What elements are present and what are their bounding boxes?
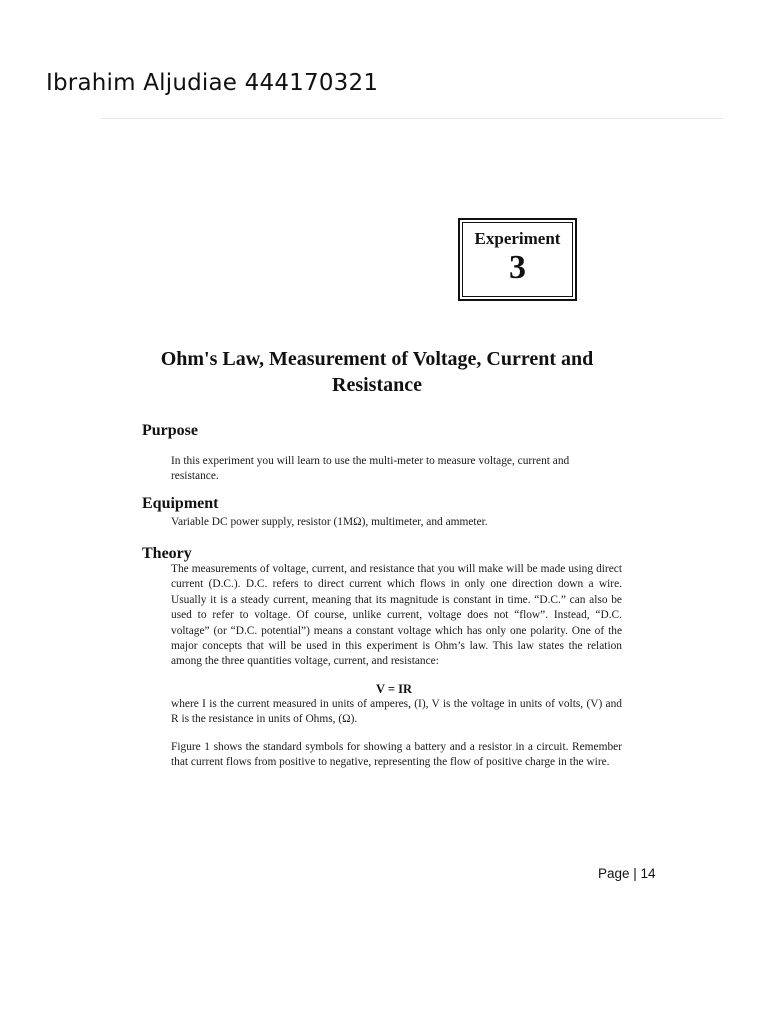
- header-divider: [101, 118, 723, 119]
- author-header: Ibrahim Aljudiae 444170321: [46, 70, 379, 96]
- theory-paragraph-1: The measurements of voltage, current, and resistance that you will make will be made using direct current (D.C.). D.C. refers to direct current which flows in only one direction down a wire. Usually it is a steady current, meaning that its magnitude is constant in time. “D.C.” can also be used to refer to voltage. Of course, unlike current, voltage does not “flow”. Instead, “D.C. voltage” (or “D.C. potential”) means a constant voltage which has only one polarity. One of the major concepts that will be used in this experiment is Ohm’s law. This law states the relation among the three quantities voltage, current, and resistance:: [171, 563, 622, 668]
- title-line-2: Resistance: [332, 374, 422, 396]
- equipment-text: Variable DC power supply, resistor (1MΩ), multimeter, and ammeter.: [171, 516, 488, 528]
- experiment-label: Experiment: [474, 229, 561, 248]
- equipment-heading: Equipment: [142, 495, 219, 512]
- theory-paragraph-3: Figure 1 shows the standard symbols for showing a battery and a resistor in a circuit. Remember that current flows from positive to negative, representing the flow of positive charge in the wire.: [171, 741, 622, 769]
- experiment-box-inner: [462, 222, 573, 297]
- page-number: Page | 14: [598, 866, 656, 881]
- experiment-number: 3: [509, 249, 526, 286]
- document-title: [100, 346, 654, 398]
- title-line-1: Ohm's Law, Measurement of Voltage, Current and: [160, 348, 594, 370]
- theory-paragraph-2: where I is the current measured in units of amperes, (I), V is the voltage in units of volts, (V) and R is the resistance in units of Ohms, (Ω).: [171, 698, 622, 726]
- ohms-law-equation: V = IR: [376, 682, 413, 696]
- theory-heading: Theory: [142, 545, 192, 562]
- purpose-heading: Purpose: [142, 422, 198, 439]
- purpose-text: In this experiment you will learn to use the multi-meter to measure voltage, current and resistance.: [171, 455, 570, 483]
- experiment-box: [458, 218, 577, 301]
